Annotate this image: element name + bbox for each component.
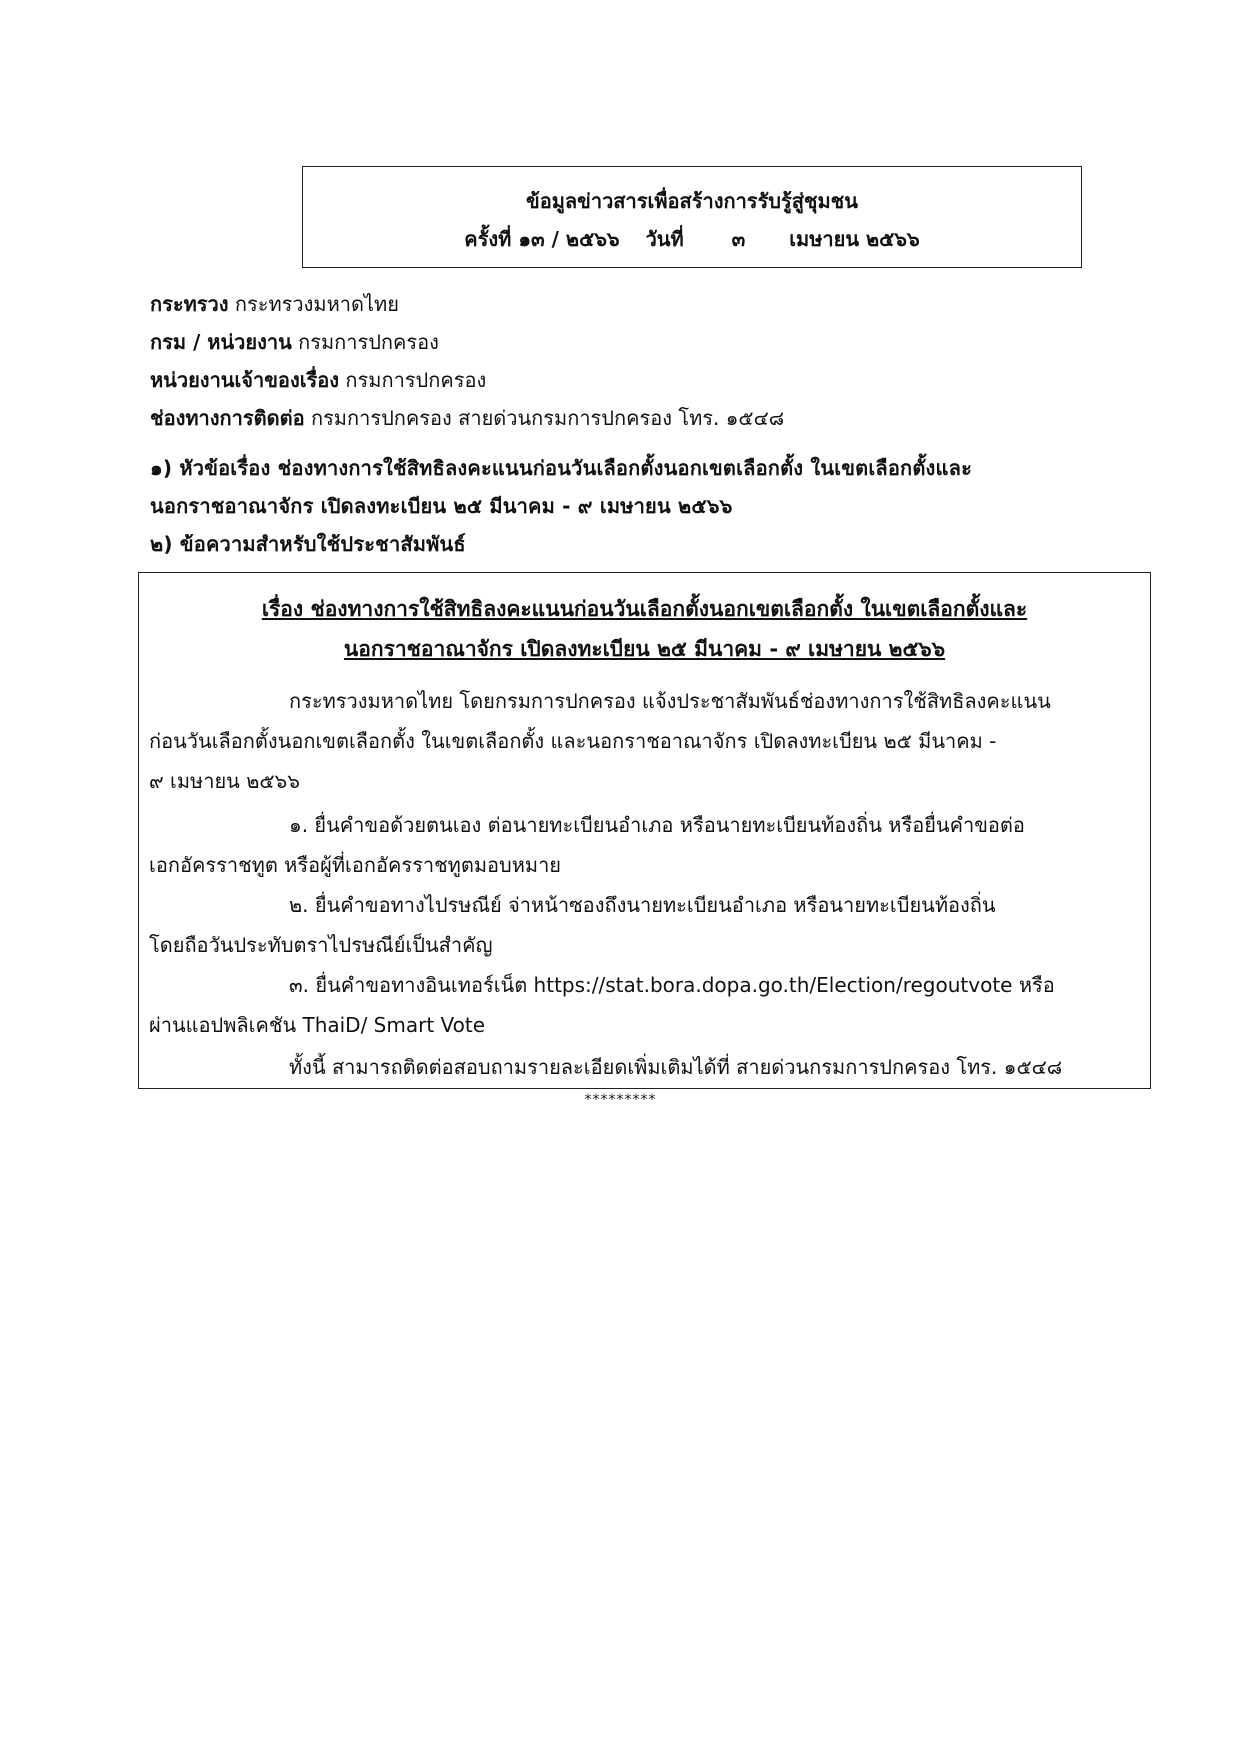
- intro-line2: ก่อนวันเลือกตั้งนอกเขตเลือกตั้ง ในเขตเลือกตั้ง และนอกราชอาณาจักร เปิดลงทะเบียน ๒๕ มีนาคม -: [149, 729, 997, 753]
- end-mark: *********: [584, 1092, 657, 1108]
- header-title: ข้อมูลข่าวสารเพื่อสร้างการรับรู้สู่ชุมชน: [526, 189, 858, 213]
- owner-label: หน่วยงานเจ้าของเรื่อง: [150, 368, 340, 392]
- item3-line2: ผ่านแอปพลิเคชัน ThaiD/ Smart Vote: [149, 1013, 486, 1037]
- owner-value: กรมการปกครอง: [345, 368, 487, 392]
- meta-contact: [150, 404, 784, 432]
- contact-value: กรมการปกครอง สายด่วนกรมการปกครอง โทร. ๑๕๔๘: [310, 406, 785, 430]
- intro-line3: ๙ เมษายน ๒๕๖๖: [149, 769, 300, 793]
- item1-line1: ๑. ยื่นคำขอด้วยตนเอง ต่อนายทะเบียนอำเภอ หรือนายทะเบียนท้องถิ่น หรือยื่นคำขอต่อ: [289, 813, 1025, 837]
- item2-line1: ๒. ยื่นคำขอทางไปรษณีย์ จ่าหน้าซองถึงนายทะเบียนอำเภอ หรือนายทะเบียนท้องถิ่น: [289, 893, 996, 917]
- closing-line: ทั้งนี้ สามารถติดต่อสอบถามรายละเอียดเพิ่มเติมได้ที่ สายด่วนกรมการปกครอง โทร. ๑๕๔๘: [289, 1055, 1063, 1079]
- item3-line1: ๓. ยื่นคำขอทางอินเทอร์เน็ต https://stat.bora.dopa.go.th/Election/regoutvote หรือ: [289, 973, 1055, 997]
- document-header-box: [302, 166, 1082, 268]
- date-label: วันที่: [645, 227, 684, 251]
- meta-ministry: [150, 290, 399, 318]
- department-value: กรมการปกครอง: [298, 330, 439, 354]
- ministry-value: กระทรวงมหาดไทย: [234, 292, 399, 316]
- press-release-title-line1: เรื่อง ช่องทางการใช้สิทธิลงคะแนนก่อนวันเลือกตั้งนอกเขตเลือกตั้ง ในเขตเลือกตั้งและ: [261, 597, 1028, 621]
- item1-line2: เอกอัครราชทูต หรือผู้ที่เอกอัครราชทูตมอบหมาย: [149, 853, 562, 877]
- issue-label: ครั้งที่ ๑๓ / ๒๕๖๖: [464, 227, 620, 251]
- item2-line2: โดยถือวันประทับตราไปรษณีย์เป็นสำคัญ: [149, 933, 493, 957]
- meta-owner: [150, 366, 486, 394]
- contact-label: ช่องทางการติดต่อ: [150, 406, 305, 430]
- section1-line2: นอกราชอาณาจักร เปิดลงทะเบียน ๒๕ มีนาคม - ๙ เมษายน ๒๕๖๖: [150, 494, 733, 518]
- date-day: ๓: [731, 227, 746, 251]
- section1-line1: ๑) หัวข้อเรื่อง ช่องทางการใช้สิทธิลงคะแนนก่อนวันเลือกตั้งนอกเขตเลือกตั้ง ในเขตเลือกตั้งและ: [150, 456, 973, 480]
- intro-line1: กระทรวงมหาดไทย โดยกรมการปกครอง แจ้งประชาสัมพันธ์ช่องทางการใช้สิทธิลงคะแนน: [289, 689, 1051, 713]
- date-month-year: เมษายน ๒๕๖๖: [789, 227, 920, 251]
- section2-heading: ๒) ข้อความสำหรับใช้ประชาสัมพันธ์: [150, 532, 466, 556]
- header-issue-line: [303, 223, 1081, 255]
- press-release-box: [138, 572, 1151, 1089]
- press-release-title-line2: นอกราชอาณาจักร เปิดลงทะเบียน ๒๕ มีนาคม - ๙ เมษายน ๒๕๖๖: [343, 637, 946, 661]
- ministry-label: กระทรวง: [150, 292, 229, 316]
- department-label: กรม / หน่วยงาน: [150, 330, 292, 354]
- meta-department: [150, 328, 439, 356]
